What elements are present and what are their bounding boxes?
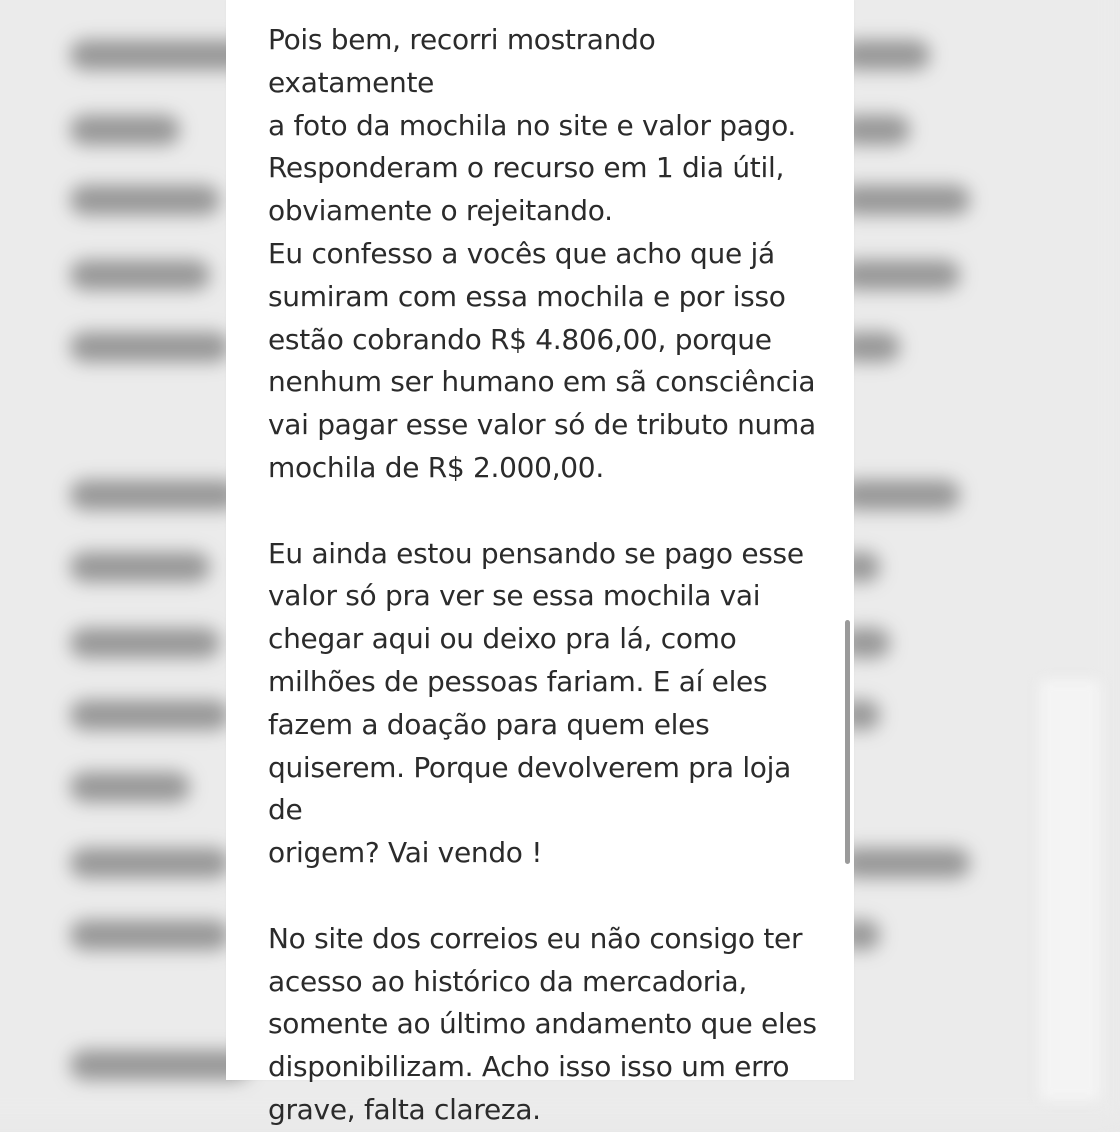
text-line: somente ao último andamento que eles [268, 1007, 817, 1041]
text-line: vai pagar esse valor só de tributo numa [268, 408, 816, 442]
text-line: sumiram com essa mochila e por isso [268, 279, 786, 313]
text-line: Responderam o recurso em 1 dia útil, [268, 151, 785, 185]
text-line: disponibilizam. Acho isso isso um erro [268, 1050, 790, 1084]
text-line: obviamente o rejeitando. [268, 194, 613, 228]
text-line: fazem a doação para quem eles [268, 707, 710, 741]
paragraph [268, 533, 828, 875]
text-line: milhões de pessoas fariam. E aí eles [268, 664, 768, 698]
paragraph-gap [268, 490, 828, 533]
text-line: a foto da mochila no site e valor pago. [268, 108, 797, 142]
text-line: mochila de R$ 2.000,00. [268, 450, 604, 484]
scrollbar[interactable] [845, 620, 850, 864]
text-line: chegar aqui ou deixo pra lá, como [268, 622, 737, 656]
text-line: origem? Vai vendo ! [268, 836, 543, 870]
text-line: grave, falta clareza. [268, 1092, 541, 1126]
text-line: nenhum ser humano em sã consciência [268, 365, 816, 399]
post-text-card [226, 0, 854, 1126]
paragraph [268, 19, 828, 490]
paragraph-gap [268, 875, 828, 918]
blurred-side-panel [1040, 680, 1100, 1100]
text-line: quiserem. Porque devolverem pra loja de [268, 750, 791, 827]
post-body [268, 19, 828, 1132]
text-line: Eu confesso a vocês que acho que já [268, 236, 775, 270]
paragraph [268, 918, 828, 1132]
text-line: No site dos correios eu não consigo ter [268, 921, 803, 955]
text-line: Eu ainda estou pensando se pago esse [268, 536, 804, 570]
text-line: acesso ao histórico da mercadoria, [268, 964, 747, 998]
text-line: estão cobrando R$ 4.806,00, porque [268, 322, 772, 356]
text-line: Pois bem, recorri mostrando exatamente [268, 23, 656, 99]
text-line: valor só pra ver se essa mochila vai [268, 579, 761, 613]
